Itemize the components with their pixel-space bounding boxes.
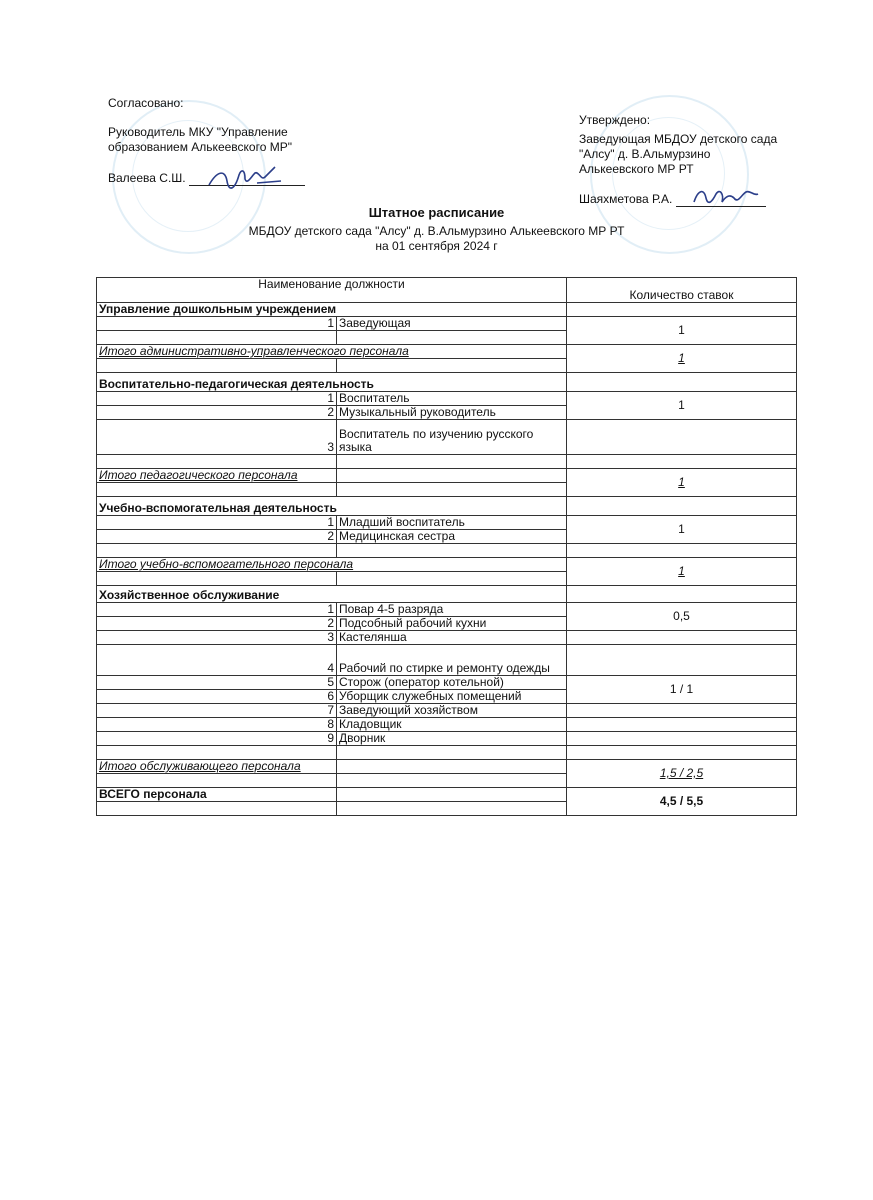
approval-left-line2: образованием Алькеевского МР" xyxy=(108,140,292,154)
position-name: Воспитатель xyxy=(337,392,567,406)
approval-left-name: Валеева С.Ш. xyxy=(108,171,186,185)
section-title: Воспитательно-педагогическая деятельность xyxy=(97,373,567,392)
approval-right-line3: Алькеевского МР РТ xyxy=(579,162,694,176)
row-number: 1 xyxy=(97,516,337,530)
table-row xyxy=(97,455,797,469)
position-name: Подсобный рабочий кухни xyxy=(337,617,567,631)
col-header-name: Наименование должности xyxy=(97,278,567,303)
row-number: 7 xyxy=(97,704,337,718)
total-row xyxy=(97,469,797,483)
table-row xyxy=(97,718,797,732)
approval-right-line1: Заведующая МБДОУ детского сада xyxy=(579,132,778,146)
rate-value: 1 xyxy=(567,317,797,345)
section-title: Управление дошкольным учреждением xyxy=(97,303,567,317)
table-row xyxy=(97,645,797,676)
position-name: Дворник xyxy=(337,732,567,746)
document-subtitle: МБДОУ детского сада "Алсу" д. В.Альмурзино Алькеевского МР РТ xyxy=(248,224,625,238)
total-label: Итого учебно-вспомогательного персонала xyxy=(97,558,567,572)
table-row xyxy=(97,420,797,455)
section-title: Хозяйственное обслуживание xyxy=(97,586,567,603)
table-row xyxy=(97,603,797,617)
position-name-line1: Воспитатель по изучению русского xyxy=(339,427,534,441)
position-name: Рабочий по стирке и ремонту одежды xyxy=(337,645,567,676)
position-name: Младший воспитатель xyxy=(337,516,567,530)
total-rate: 1 xyxy=(567,345,797,373)
rate-value: 1 / 1 xyxy=(567,676,797,704)
section-row xyxy=(97,373,797,392)
rate-value: 1 xyxy=(567,516,797,544)
total-row xyxy=(97,345,797,359)
row-number: 2 xyxy=(97,406,337,420)
row-number: 8 xyxy=(97,718,337,732)
document-title: Штатное расписание xyxy=(368,205,505,220)
table-row xyxy=(97,516,797,530)
row-number: 1 xyxy=(97,317,337,331)
total-row xyxy=(97,760,797,774)
table-row xyxy=(97,704,797,718)
total-rate: 1 xyxy=(567,558,797,586)
total-rate: 1,5 / 2,5 xyxy=(567,760,797,788)
row-number: 3 xyxy=(97,631,337,645)
position-name: Уборщик служебных помещений xyxy=(337,690,567,704)
approval-left-line1: Руководитель МКУ "Управление xyxy=(108,125,288,139)
position-name: Сторож (оператор котельной) xyxy=(337,676,567,690)
total-rate: 1 xyxy=(567,469,797,497)
table-row xyxy=(97,676,797,690)
row-number: 2 xyxy=(97,530,337,544)
row-number: 1 xyxy=(97,392,337,406)
row-number: 1 xyxy=(97,603,337,617)
position-name: Заведующий хозяйством xyxy=(337,704,567,718)
section-row xyxy=(97,586,797,603)
document-date: на 01 сентября 2024 г xyxy=(375,239,498,253)
grand-total-label: ВСЕГО персонала xyxy=(97,788,337,802)
row-number: 6 xyxy=(97,690,337,704)
table-row xyxy=(97,317,797,331)
table-row xyxy=(97,631,797,645)
position-name: Медицинская сестра xyxy=(337,530,567,544)
row-number: 4 xyxy=(97,645,337,676)
row-number: 9 xyxy=(97,732,337,746)
row-number: 2 xyxy=(97,617,337,631)
position-name: Кастелянша xyxy=(337,631,567,645)
table-header-row xyxy=(97,278,797,303)
section-row xyxy=(97,497,797,516)
total-label: Итого обслуживающего персонала xyxy=(97,760,337,774)
row-number: 5 xyxy=(97,676,337,690)
position-name: Повар 4-5 разряда xyxy=(337,603,567,617)
approval-right-line2: "Алсу" д. В.Альмурзино xyxy=(579,147,711,161)
section-row xyxy=(97,303,797,317)
approval-right-name: Шаяхметова Р.А. xyxy=(579,192,673,206)
approval-right-label: Утверждено: xyxy=(579,113,651,127)
table-row xyxy=(97,732,797,746)
rate-value: 1 xyxy=(567,392,797,420)
position-name: Заведующая xyxy=(337,317,567,331)
position-name: Музыкальный руководитель xyxy=(337,406,567,420)
table-row xyxy=(97,392,797,406)
total-label: Итого административно-управленческого персонала xyxy=(97,345,567,359)
section-title: Учебно-вспомогательная деятельность xyxy=(97,497,567,516)
table-row xyxy=(97,746,797,760)
position-name-line2: языка xyxy=(339,440,372,454)
position-name: Кладовщик xyxy=(337,718,567,732)
grand-total-row xyxy=(97,788,797,802)
staffing-table xyxy=(96,277,797,816)
position-name xyxy=(337,420,567,455)
rate-value: 0,5 xyxy=(567,603,797,631)
total-row xyxy=(97,558,797,572)
approval-left-label: Согласовано: xyxy=(108,96,184,110)
col-header-rate: Количество ставок xyxy=(567,278,797,303)
grand-total-rate: 4,5 / 5,5 xyxy=(567,788,797,816)
total-label: Итого педагогического персонала xyxy=(97,469,337,483)
row-number: 3 xyxy=(97,420,337,455)
signature-left xyxy=(205,163,285,193)
table-row xyxy=(97,544,797,558)
